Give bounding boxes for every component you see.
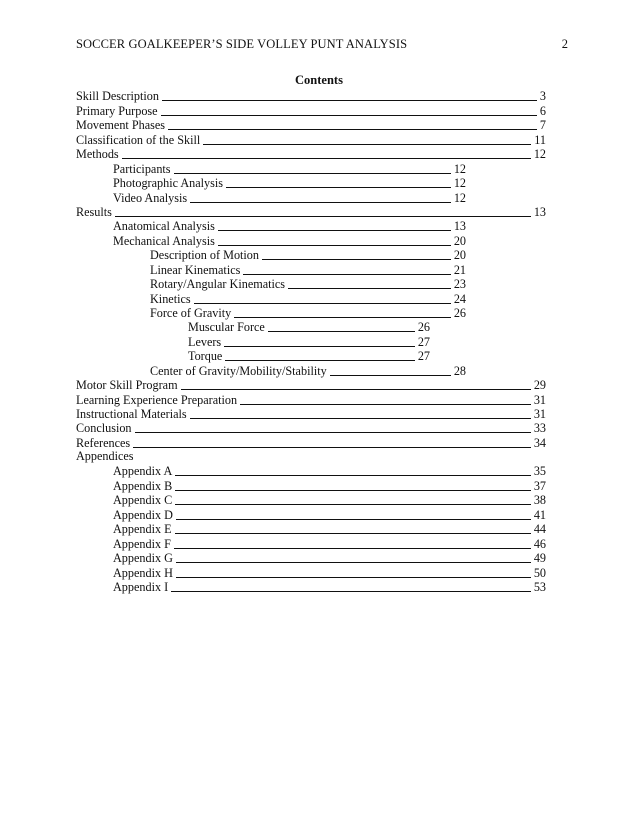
toc-leader-line [262,259,451,260]
toc-entry-label: Primary Purpose [76,104,158,118]
toc-entry-label: Linear Kinematics [150,263,241,277]
toc-entry-page: 38 [533,493,546,507]
toc-entry-page: 44 [533,522,546,536]
toc-entry-label: Levers [188,335,222,349]
toc-entry-label: Torque [188,349,223,363]
toc-entry [150,364,466,378]
toc-entry [188,335,430,349]
toc-entry-label: Kinetics [150,292,191,306]
toc-entry-page: 12 [453,191,466,205]
toc-leader-line [161,115,537,116]
toc-entry [150,306,466,320]
toc-leader-line [171,591,531,592]
appendices-section-label: Appendices [76,449,134,463]
toc-entry-label: Center of Gravity/Mobility/Stability [150,364,327,378]
toc-entry-page: 6 [539,104,546,118]
toc-entry-label: Appendix B [113,479,173,493]
toc-entry-page: 12 [533,147,546,161]
toc-leader-line [194,303,451,304]
toc-leader-line [224,346,415,347]
toc-leader-line [268,331,415,332]
toc-entry-label: Appendix D [113,508,173,522]
toc-entry-label: Appendix E [113,522,172,536]
toc-leader-line [174,548,531,549]
toc-entry [150,248,466,262]
toc-entry-label: Rotary/Angular Kinematics [150,277,286,291]
toc-entry [113,219,466,233]
toc-leader-line [225,360,414,361]
toc-entry-label: Movement Phases [76,118,166,132]
toc-leader-line [175,475,531,476]
toc-entry-page: 24 [453,292,466,306]
toc-entry [113,580,546,594]
toc-entry-label: Appendix H [113,566,173,580]
toc-entry [113,522,546,536]
toc-entry [113,551,546,565]
toc-entry-label: Motor Skill Program [76,378,178,392]
toc-leader-line [122,158,531,159]
toc-leader-line [176,577,531,578]
toc-leader-line [175,504,531,505]
toc-entry-label: Appendix A [113,464,173,478]
toc-leader-line [203,144,531,145]
toc-entry-page: 49 [533,551,546,565]
toc-entry-label: Appendix C [113,493,173,507]
toc-entry-label: Conclusion [76,421,132,435]
toc-entry-label: Video Analysis [113,191,188,205]
toc-entry [113,508,546,522]
toc-entry-page: 34 [533,436,546,450]
toc-leader-line [175,490,531,491]
toc-entry [113,162,466,176]
toc-entry-page: 37 [533,479,546,493]
toc-entry [76,393,546,407]
toc-entry [76,378,546,392]
toc-entry-page: 28 [453,364,466,378]
toc-leader-line [176,519,531,520]
toc-entry-page: 13 [533,205,546,219]
toc-entry [113,191,466,205]
toc-entry-page: 27 [417,335,430,349]
toc-entry-page: 26 [453,306,466,320]
toc-entry [76,89,546,103]
toc-entry [76,205,546,219]
toc-entry-page: 12 [453,176,466,190]
toc-entry [76,104,546,118]
toc-entry-label: Appendix G [113,551,173,565]
toc-entry-label: Mechanical Analysis [113,234,215,248]
toc-entry-label: Skill Description [76,89,159,103]
toc-leader-line [174,173,451,174]
toc-leader-line [162,100,537,101]
toc-leader-line [218,245,451,246]
toc-leader-line [190,418,531,419]
toc-entry-label: Instructional Materials [76,407,187,421]
toc-entry-label: Classification of the Skill [76,133,201,147]
toc-entry [113,537,546,551]
toc-leader-line [176,562,531,563]
toc-entry-label: Appendix F [113,537,171,551]
toc-entry [113,493,546,507]
toc-entry-label: Appendix I [113,580,169,594]
toc-entry-page: 23 [453,277,466,291]
toc-leader-line [330,375,451,376]
page-number: 2 [561,37,568,51]
toc-entry [150,277,466,291]
toc-leader-line [135,432,531,433]
toc-entry-page: 50 [533,566,546,580]
toc-entry-label: Learning Experience Preparation [76,393,238,407]
toc-entry-label: Anatomical Analysis [113,219,215,233]
toc-entry-page: 20 [453,248,466,262]
contents-heading: Contents [295,73,343,87]
toc-leader-line [218,230,451,231]
toc-entry-page: 7 [539,118,546,132]
toc-entry-label: Force of Gravity [150,306,232,320]
toc-entry-page: 26 [417,320,430,334]
toc-entry-label: Methods [76,147,119,161]
toc-leader-line [288,288,451,289]
toc-leader-line [181,389,531,390]
toc-entry-label: Participants [113,162,171,176]
toc-entry-page: 13 [453,219,466,233]
toc-entry [113,234,466,248]
toc-leader-line [240,404,531,405]
toc-entry [76,118,546,132]
toc-entry [76,407,546,421]
toc-entry-label: Results [76,205,112,219]
toc-entry [113,566,546,580]
toc-leader-line [168,129,537,130]
toc-entry [150,263,466,277]
toc-entry-page: 27 [417,349,430,363]
toc-entry-page: 53 [533,580,546,594]
toc-entry-page: 12 [453,162,466,176]
toc-leader-line [115,216,531,217]
toc-entry-page: 11 [534,133,546,147]
toc-entry-page: 31 [533,393,546,407]
toc-entry-page: 20 [453,234,466,248]
toc-entry-page: 46 [533,537,546,551]
toc-leader-line [190,202,451,203]
toc-entry [113,479,546,493]
toc-leader-line [234,317,451,318]
toc-entry [150,292,466,306]
toc-entry-label: Photographic Analysis [113,176,224,190]
toc-entry-page: 21 [453,263,466,277]
toc-entry-page: 3 [539,89,546,103]
toc-entry [76,133,546,147]
toc-entry-page: 31 [533,407,546,421]
toc-leader-line [243,274,450,275]
toc-entry [113,176,466,190]
toc-entry-label: Muscular Force [188,320,265,334]
toc-entry-label: Description of Motion [150,248,259,262]
toc-leader-line [226,187,451,188]
toc-entry-page: 35 [533,464,546,478]
toc-leader-line [133,447,531,448]
toc-entry [188,320,430,334]
toc-entry-label: References [76,436,131,450]
toc-entry [113,464,546,478]
running-header-title: SOCCER GOALKEEPER’S SIDE VOLLEY PUNT ANALYSIS [76,37,408,51]
toc-leader-line [175,533,531,534]
toc-entry-page: 29 [533,378,546,392]
toc-entry-page: 41 [533,508,546,522]
toc-entry [188,349,430,363]
toc-entry [76,421,546,435]
toc-entry [76,436,546,450]
toc-entry [76,147,546,161]
toc-entry-page: 33 [533,421,546,435]
